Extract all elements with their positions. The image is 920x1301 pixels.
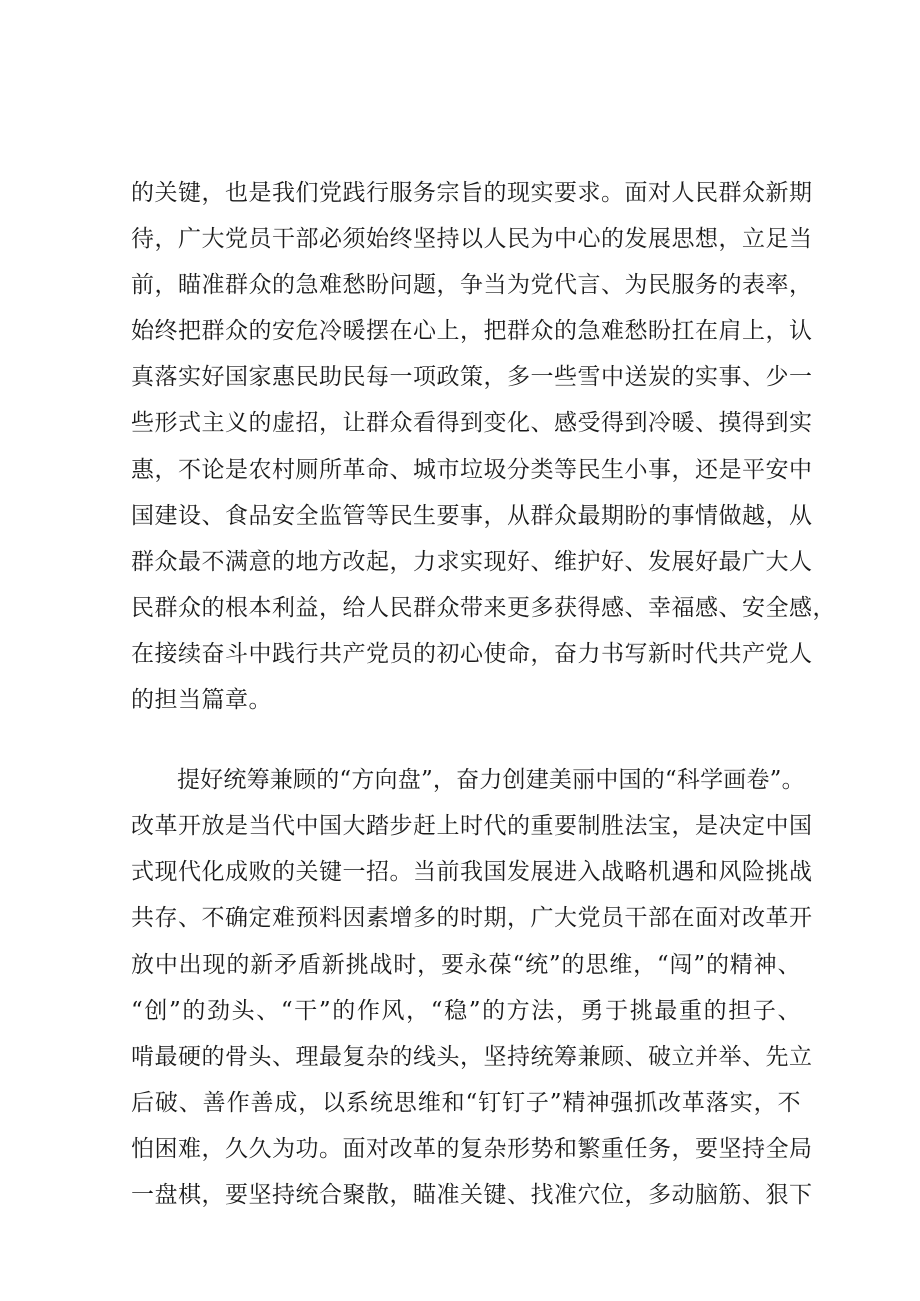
text-line: 国建设、食品安全监管等民生要事，从群众最期盼的事情做越，从 — [131, 502, 813, 529]
text-line: 真落实好国家惠民助民每一项政策，多一些雪中送炭的实事、少一 — [131, 364, 813, 391]
paragraph-gap — [131, 723, 801, 757]
text-line: “创”的劲头、“干”的作风，“稳”的方法，勇于挑最重的担子、 — [131, 997, 801, 1024]
text-line: 的关键，也是我们党践行服务宗旨的现实要求。面对人民群众新期 — [131, 180, 813, 206]
text-line: 后破、善作善成，以系统思维和“钉钉子”精神强抓改革落实，不 — [131, 1089, 801, 1116]
text-line: 式现代化成败的关键一招。当前我国发展进入战略机遇和风险挑战 — [131, 859, 813, 886]
text-line: 些形式主义的虚招，让群众看得到变化、感受得到冷暖、摸得到实 — [131, 410, 813, 437]
text-line-indented: 提好统筹兼顾的“方向盘”，奋力创建美丽中国的“科学画卷”。 — [177, 767, 805, 794]
text-line: 民群众的根本利益，给人民群众带来更多获得感、幸福感、安全感， — [131, 594, 836, 621]
text-line: 群众最不满意的地方改起，力求实现好、维护好、发展好最广大人 — [131, 548, 813, 575]
paragraph-1 — [131, 170, 836, 723]
document-body — [131, 170, 836, 1218]
text-line: 的担当篇章。 — [131, 687, 272, 714]
paragraph-2 — [131, 757, 813, 1218]
text-line: 怕困难，久久为功。面对改革的复杂形势和繁重任务，要坚持全局 — [131, 1135, 813, 1162]
text-line: 始终把群众的安危冷暖摆在心上，把群众的急难愁盼扛在肩上，认 — [131, 318, 813, 345]
text-line: 在接续奋斗中践行共产党员的初心使命，奋力书写新时代共产党人 — [131, 640, 813, 667]
text-line: 待，广大党员干部必须始终坚持以人民为中心的发展思想，立足当 — [131, 226, 813, 253]
text-line: 共存、不确定难预料因素增多的时期，广大党员干部在面对改革开 — [131, 905, 813, 932]
text-line: 改革开放是当代中国大踏步赶上时代的重要制胜法宝，是决定中国 — [131, 813, 813, 840]
text-line: 惠，不论是农村厕所革命、城市垃圾分类等民生小事，还是平安中 — [131, 456, 813, 483]
text-line: 啃最硬的骨头、理最复杂的线头，坚持统筹兼顾、破立并举、先立 — [131, 1043, 813, 1070]
text-line: 前，瞄准群众的急难愁盼问题，争当为党代言、为民服务的表率， — [131, 272, 813, 299]
text-line: 一盘棋，要坚持统合聚散，瞄准关键、找准穴位，多动脑筋、狠下 — [131, 1181, 813, 1208]
text-line: 放中出现的新矛盾新挑战时，要永葆“统”的思维，“闯”的精神、 — [131, 951, 801, 978]
